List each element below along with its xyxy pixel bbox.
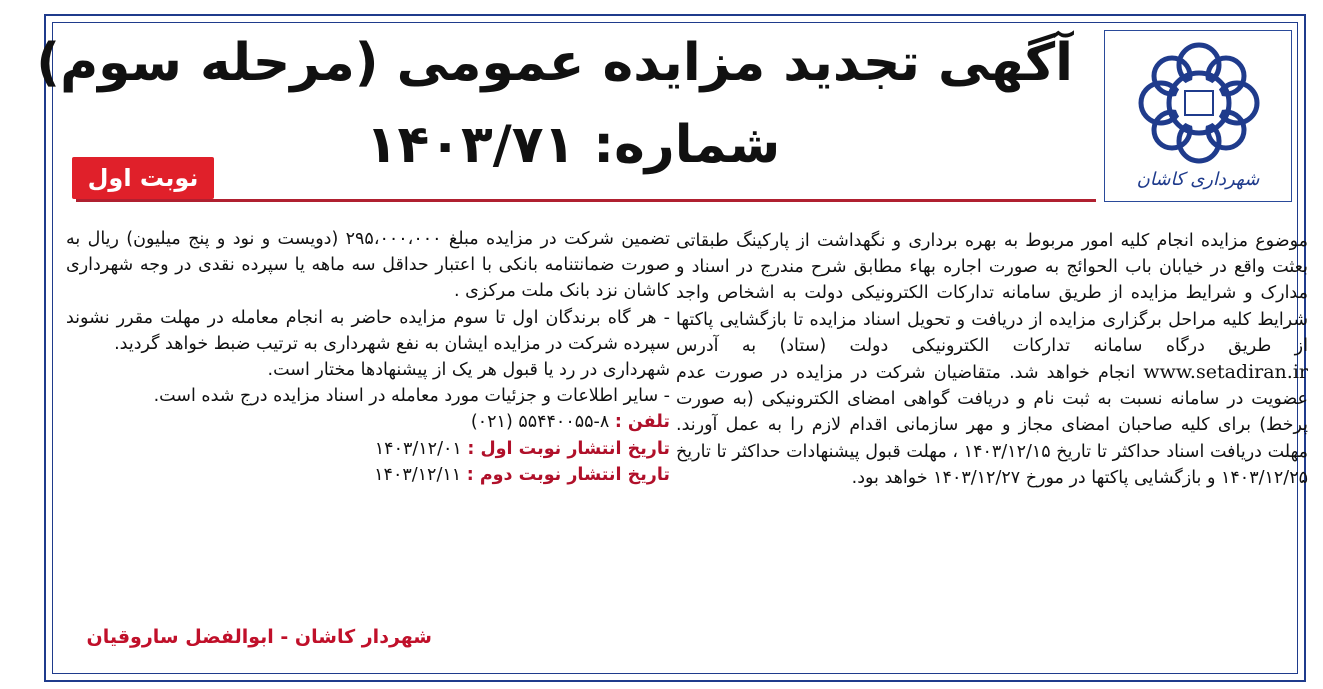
other-info-paragraph: - سایر اطلاعات و جزئیات مورد معامله در اسناد مزایده درج شده است. [153,386,670,407]
guarantee-paragraph: تضمین شرکت در مزایده مبلغ ۲۹۵،۰۰۰،۰۰۰ (دویست و نود و پنج میلیون) ریال به صورت ضمانتنامه بانکی با اعتبار حداقل سه ماهه یا سپرده نقدی در وجه شهرداری کاشان نزد بانک ملت مرکزی . [66,229,670,302]
first-publication-line [66,436,670,462]
notice-number: شماره: ۱۴۰۳/۷۱ [365,115,781,175]
header-divider [76,199,1096,202]
phone-label: تلفن : [614,412,670,433]
phone-value: ۸-۵۵۴۴۰۰۵۵ (۰۲۱) [470,412,610,433]
second-publication-label: تاریخ انتشار نوبت دوم : [466,464,670,485]
logo-caption: شهرداری کاشان [1136,169,1260,190]
municipality-logo [1104,30,1292,202]
publication-round-badge: نوبت اول [72,157,214,199]
auction-conditions: انجام خواهد شد. متقاضیان شرکت در مزایده در صورت عدم عضویت در سامانه نسبت به ثبت نام و دریافت گواهی امضای الکترونیکی (به صورت پرخط) برای کلیه صاحبان امضای مجاز و مهر سازمانی اقدام لازم را به عمل آورند. مهلت دریافت اسناد حداکثر تا تاریخ ۱۴۰۳/۱۲/۱۵ ، مهلت قبول پیشنهادات حداکثر تا تاریخ ۱۴۰۳/۱۲/۲۵ و بازگشایی پاکتها در مورخ ۱۴۰۳/۱۲/۲۷ خواهد بود. [676,363,1308,488]
second-publication-line [66,462,670,488]
first-publication-date: ۱۴۰۳/۱۲/۰۱ [374,438,462,459]
notice-title: آگهی تجدید مزایده عمومی (مرحله سوم) [36,33,1073,93]
rejection-right-paragraph: شهرداری در رد یا قبول هر یک از پیشنهادها مختار است. [267,360,670,381]
second-publication-date: ۱۴۰۳/۱۲/۱۱ [374,464,462,485]
winners-forfeit-paragraph: - هر گاه برندگان اول تا سوم مزایده حاضر به انجام معامله در مهلت مقرر نشوند سپرده شرکت در مزایده ایشان به نفع شهرداری به ترتیب ضبط خواهد گردید. [66,307,670,354]
auction-description: موضوع مزایده انجام کلیه امور مربوط به بهره برداری و نگهداشت از پارکینگ طبقاتی بعثت واقع در خیابان باب الحوائج به صورت اجاره بهاء مطابق شرح مندرج در اسناد و مدارک و شرایط مزایده از طریق سامانه تدارکات الکترونیکی دولت به اشخاص واجد شرایط کلیه مراحل برگزاری مزایده از دریافت و تحویل اسناد مزایده تا بازگشایی پاکتها از طریق درگاه سامانه تدارکات الکترونیکی دولت (ستاد) به آدرس [676,231,1308,356]
notice-body-right-column [676,228,1308,491]
phone-line [66,409,670,435]
notice-body-left-column [66,226,670,488]
setad-url-link[interactable]: www.setadiran.ir [1143,361,1308,384]
first-publication-label: تاریخ انتشار نوبت اول : [467,438,670,459]
logo-emblem-icon [1129,37,1269,169]
mayor-signature: شهردار کاشان - ابوالفضل ساروقیان [86,626,432,648]
auction-subject-paragraph [676,228,1308,491]
